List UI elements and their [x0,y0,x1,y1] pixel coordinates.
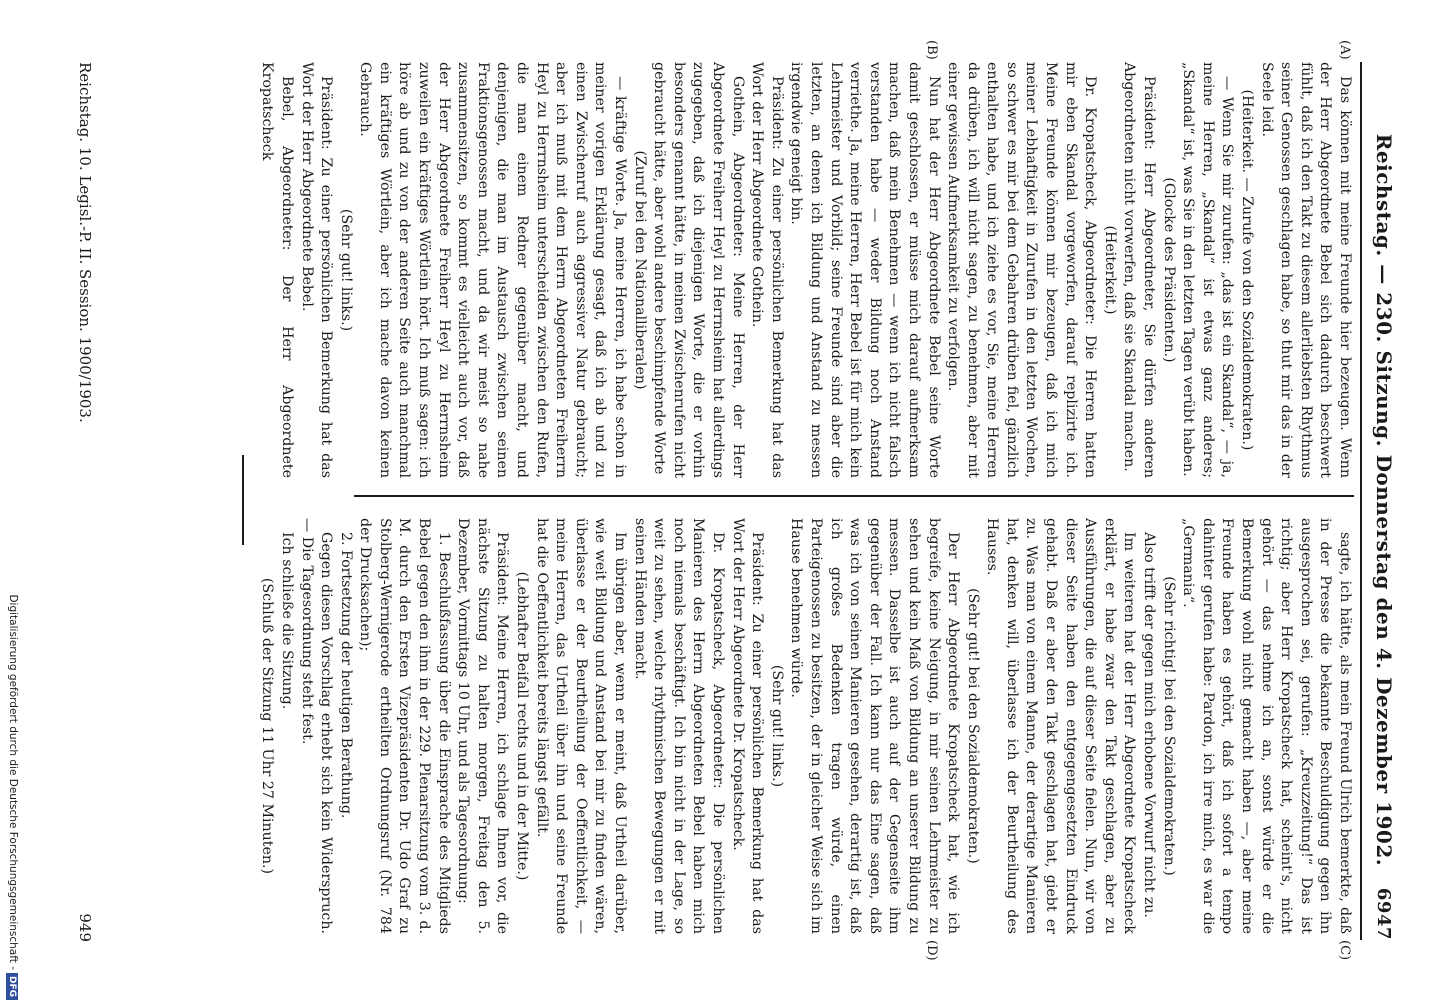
agenda-item: 1. Beschlußfassung über die Einsprache des Mitglieds Bebel gegen den ihm in der 229. Plenarsitzung vom 3. d. M. durch den Ersten Vizepräsidenten Dr. Udo Graf zu Stolberg-Wernigerode ertheilten Ordnungsruf (Nr. 784 der Drucksachen); [357,518,452,934]
right-column [257,518,1354,934]
margin-marker-d: (D) [924,940,939,961]
paragraph: Bebel, Abgeordneter: Der Herr Abgeordnete Kropatscheck [259,62,295,478]
margin-marker-c: (C) [1337,940,1352,961]
stage-direction: (Schluß der Sitzung 11 Uhr 27 Minuten.) [259,577,276,875]
digitization-note-text: Digitalisierung gefördert durch die Deutsche Forschungsgemeinschaft - [7,594,19,970]
left-column [257,62,1354,478]
stage-direction: (Glocke des Präsidenten.) [1160,177,1177,363]
paragraph: Ich schließe die Sitzung. [278,532,295,710]
paragraph: — kräftige Worte. Ja, meine Herren, ich habe schon in meiner vorigen Erklärung gesagt, daß ich ab und zu einen Zwischenruf auch aggressiver Natur gebraucht; aber ich muß mit dem Herrn Abgeordneten Freiherrn Heyl zu Herrnsheim unterscheiden zwischen den Rufen, die man einem Redner gegenüber macht, und denjenigen, die man im Austausch zwischen seinen Fraktionsgenossen macht, und da wir meist so nahe zusammensitzen, so kommt es vielleicht auch vor, daß der Herr Abgeordnete Freiherr Heyl zu Herrnsheim zuweilen ein kräftiges Wörtlein hört. Ich muß sagen: ich höre ab und zu von der anderen Seite auch manchmal ein kräftiges Wörtlein, aber ich mache davon keinen Gebrauch. [357,62,629,478]
paragraph: Im übrigen aber, wenn er meint, daß Urtheil darüber, wie weit Bildung und Anstand bei mir zu finden wären, überlasse er der Beurtheilung der Oeffentlichkeit, — meine Herren, das Urtheil über ihn und seine Freunde hat die Oeffentlichkeit bereits längst gefällt. [533,518,629,934]
paragraph: Dr. Kropatscheck, Abgeordneter: Die Herren hatten mir eben Skandal vorgeworfen, darauf replizirte ich. Meine Freunde können mir bezeugen, daß ich mich meiner Lebhaftigkeit in Zurufen in den letzten Wochen, so schwer es mir bei dem Gebahren drüben fiel, gänzlich enthalten habe, und ich ziehe es vor, Sie, meine Herren da drüben, ich will nicht sagen, zu benehmen, aber mit einer gewissen Aufmerksamkeit zu verfolgen. [945,62,1099,478]
stage-direction: (Sehr gut! bei den Sozialdemokraten.) [964,588,981,864]
footer-rule [243,455,245,545]
stage-direction: (Heiterkeit. — Zurufe von den Sozialdemokraten.) [1239,89,1256,451]
header-rule [1360,62,1362,940]
margin-marker-a: (A) [1337,40,1352,60]
paragraph: sagte, ich hätte, als mein Freund Ulrich bemerkte, daß in der Presse die bekannte Beschuldigung gegen ihn ausgesprochen sei, gerufen: „Kreuzzeitung!“ Das ist richtig; aber Herr Kropatscheck hat, scheint's, nicht gehört — das nehme ich an, sonst würde er die Bemerkung wohl nicht gemacht haben —, aber meine Freunde haben es gehört, daß ich sofort a tempo dahinter gerufen habe: Pardon, ich irre mich, es war die „Germania“. [1180,518,1353,934]
column-divider [354,495,1354,497]
stage-direction: (Sehr gut! links.) [337,208,354,332]
paragraph: Präsident: Meine Herren, ich schlage Ihnen vor, die nächste Sitzung zu halten morgen, Freitag den 5. Dezember, Vormittags 10 Uhr, und als Tagesordnung: [455,518,511,934]
stage-direction: (Sehr richtig! bei den Sozialdemokraten.) [1160,576,1177,876]
stage-direction: (Heiterkeit.) [1101,225,1118,315]
paragraph: Präsident: Zu einer persönlichen Bemerkung hat das Wort der Herr Abgeordnete Dr. Kropatscheck. [729,518,766,934]
agenda-item: 2. Fortsetzung der heutigen Berathung. [337,532,354,819]
stage-direction: (Sehr gut! links.) [768,664,785,788]
footer-session-info: Reichstag. 10. Legisl.-P. II. Session. 1900/1903. [76,62,94,423]
page-number: 6947 [1373,887,1394,940]
paragraph: — Wenn Sie mir zurufen: „das ist ein Skandal“, — ja, meine Herren, „Skandal“ ist etwas ganz anderes; „Skandal“ ist, was Sie in den letzten Tagen verübt haben. [1180,62,1236,478]
page-header [1366,60,1396,940]
stage-direction: (Zuruf bei den Nationalliberalen) [631,150,648,390]
paragraph: Präsident: Herr Abgeordneter, Sie dürfen anderen Abgeordneten nicht vorwerfen, daß sie Skandal machen. [1121,62,1158,478]
paragraph: Gothein, Abgeordneter: Meine Herren, der Herr Abgeordnete Freiherr Heyl zu Herrnsheim hat allerdings zugegeben, daß ich diejenigen Worte, die er vorhin besonders genannt hätte, in meinen Zwischenrufen nicht gebraucht hätte, aber wohl andere beschimpfende Worte [651,62,746,478]
paragraph: Im weiteren hat der Herr Abgeordnete Kropatscheck erklärt, er habe zwar den Takt geschlagen, aber zu Aussführungen, die auf dieser Seite fielen. Nun, wir von dieser Seite haben den entgegengesetzten Eindruck gehabt. Daß er aber den Takt geschlagen hat, giebt er zu. Was man von einem Manne, der derartige Manieren hat, denken will, überlasse ich der Beurtheilung des Hauses. [984,518,1138,934]
paragraph: Das können mit meine Freunde hier bezeugen. Wenn der Herr Abgeordnete Bebel sich dadurch beschwert fühlt, daß ich den Takt zu diesem allerliebsten Rhythmus seiner Genossen geschlagen habe, so thut mir das in der Seele leid. [1258,62,1353,478]
paragraph: Präsident: Zu einer persönlichen Bemerkung hat das Wort der Herr Abgeordnete Gothein. [749,62,785,478]
paragraph: Nun hat der Herr Abgeordnete Bebel seine Worte damit geschlossen, er müsse mich darauf aufmerksam machen, daß mein Benehmen — wenn ich nicht falsch verstanden habe — weder Bildung noch Anstand verriethe. Ja, meine Herren, Herr Bebel ist für mich kein Lehrmeister und Vorbild; seine Freunde sind aber die letzten, an denen ich Bildung und Anstand zu messen irgendwie geneigt bin. [788,62,942,478]
paragraph: Gegen diesen Vorschlag erhebt sich kein Widerspruch. — Die Tagesordnung steht fest. [298,518,335,934]
page-footer [70,62,94,942]
header-title: Reichstag. — 230. Sitzung. Donnerstag den 4. Dezember 1902. [1372,133,1396,867]
footer-page-number: 949 [76,913,94,942]
paragraph: Präsident: Zu einer persönlichen Bemerkung hat das Wort der Herr Abgeordnete Bebel. [298,62,335,478]
margin-marker-b: (B) [924,40,939,60]
digitization-note [1,0,19,1000]
dfg-logo: DFG [6,973,18,1000]
paragraph: Dr. Kropatscheck, Abgeordneter: Die persönlichen Manieren des Herrn Abgeordneten Bebel haben mich noch niemals beschäftigt. Ich bin nicht in der Lage, so weit zu sehen, welche rhythmischen Bewegungen er mit seinen Händen macht. [631,518,726,934]
paragraph: Der Herr Abgeordnete Kropatscheck hat, wie ich begreife, keine Neigung, in mir seinen Lehrmeister zu sehen und kein Maß von Bildung an unserer Bildung zu messen. Dasselbe ist auch auf der Gegenseite ihm gegenüber der Fall. Ich kann nur das Eine sagen, daß was ich von seinen Manieren gesehen, derartig ist, daß ich großes Bedenken tragen würde, einen Parteigenossen zu besitzen, der in gleicher Weise sich im Hause benehmen würde. [788,518,962,934]
stage-direction: (Lebhafter Beifall rechts und in der Mitte.) [514,571,531,881]
paragraph: Also trifft der gegen mich erhobene Vorwurf nicht zu. [1141,532,1158,918]
